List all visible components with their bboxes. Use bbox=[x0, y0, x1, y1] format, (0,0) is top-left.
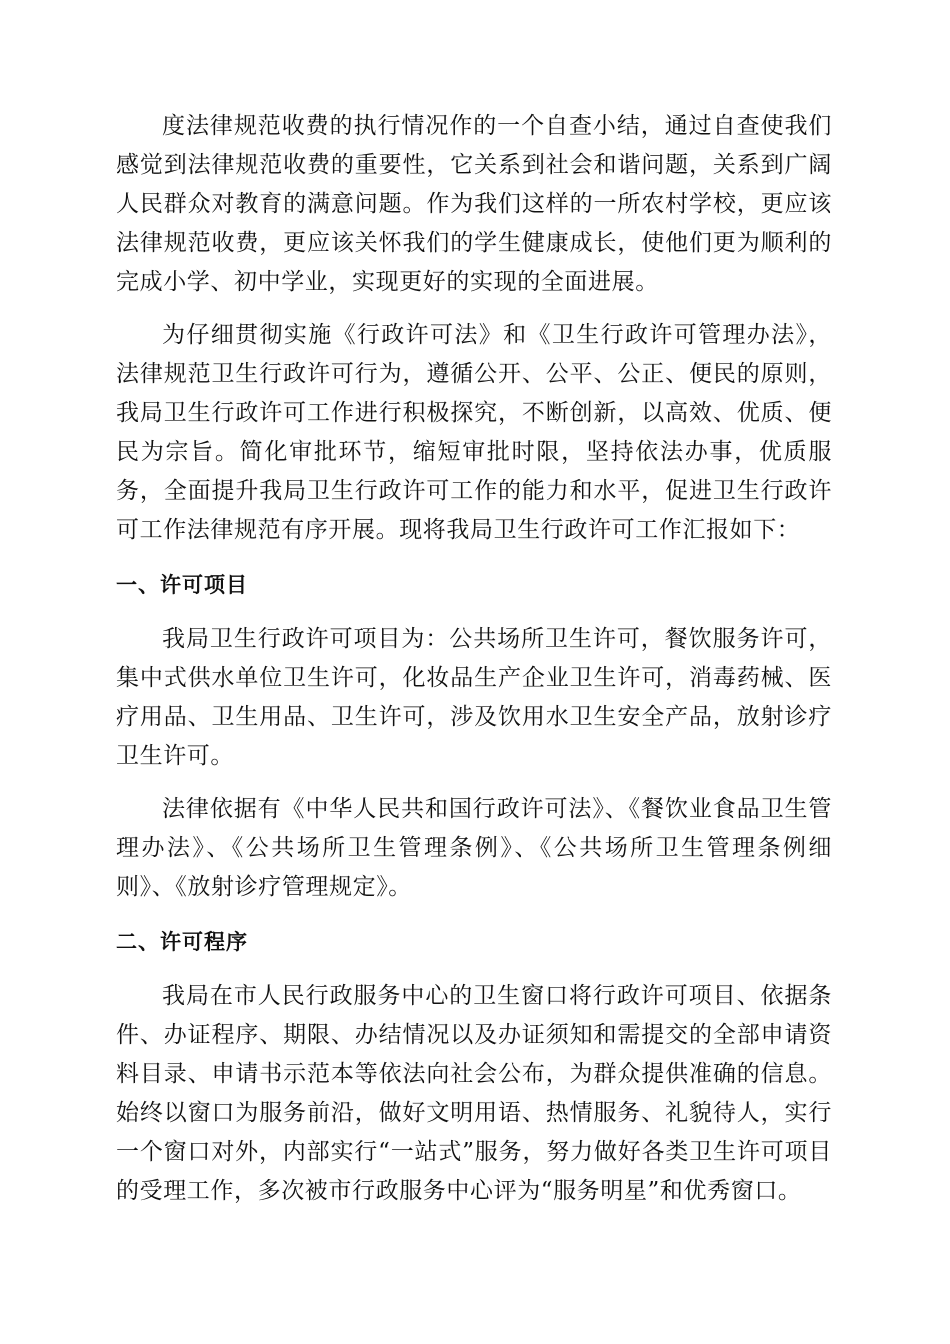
paragraph-license-items: 我局卫生行政许可项目为：公共场所卫生许可，餐饮服务许可，集中式供水单位卫生许可，化妆品生产企业卫生许可，消毒药械、医疗用品、卫生用品、卫生许可，涉及饮用水卫生安全产品，放射诊疗卫生许可。 bbox=[116, 626, 832, 769]
heading-license-procedure: 二、许可程序 bbox=[116, 930, 248, 954]
paragraph-license-procedure: 我局在市人民行政服务中心的卫生窗口将行政许可项目、依据条件、办证程序、期限、办结情况以及办证须知和需提交的全部申请资料目录、申请书示范本等依法向社会公布，为群众提供准确的信息。始终以窗口为服务前沿，做好文明用语、热情服务、礼貌待人，实行一个窗口对外，内部实行“一站式”服务，努力做好各类卫生许可项目的受理工作，多次被市行政服务中心评为“服务明星”和优秀窗口。 bbox=[116, 983, 832, 1204]
heading-license-items: 一、许可项目 bbox=[116, 573, 248, 597]
paragraph-self-check-summary: 度法律规范收费的执行情况作的一个自查小结，通过自查使我们感觉到法律规范收费的重要性，它关系到社会和谐问题，关系到广阔人民群众对教育的满意问题。作为我们这样的一所农村学校，更应该法律规范收费，更应该关怀我们的学生健康成长，使他们更为顺利的完成小学、初中学业，实现更好的实现的全面进展。 bbox=[116, 113, 832, 295]
paragraph-intro: 为仔细贯彻实施《行政许可法》和《卫生行政许可管理办法》，法律规范卫生行政许可行为，遵循公开、公平、公正、便民的原则，我局卫生行政许可工作进行积极探究，不断创新，以高效、优质、便民为宗旨。简化审批环节，缩短审批时限，坚持依法办事，优质服务，全面提升我局卫生行政许可工作的能力和水平，促进卫生行政许可工作法律规范有序开展。现将我局卫生行政许可工作汇报如下： bbox=[116, 322, 832, 543]
paragraph-legal-basis: 法律依据有《中华人民共和国行政许可法》、《餐饮业食品卫生管理办法》、《公共场所卫生管理条例》、《公共场所卫生管理条例细则》、《放射诊疗管理规定》。 bbox=[116, 796, 832, 900]
document-body bbox=[116, 107, 832, 1211]
